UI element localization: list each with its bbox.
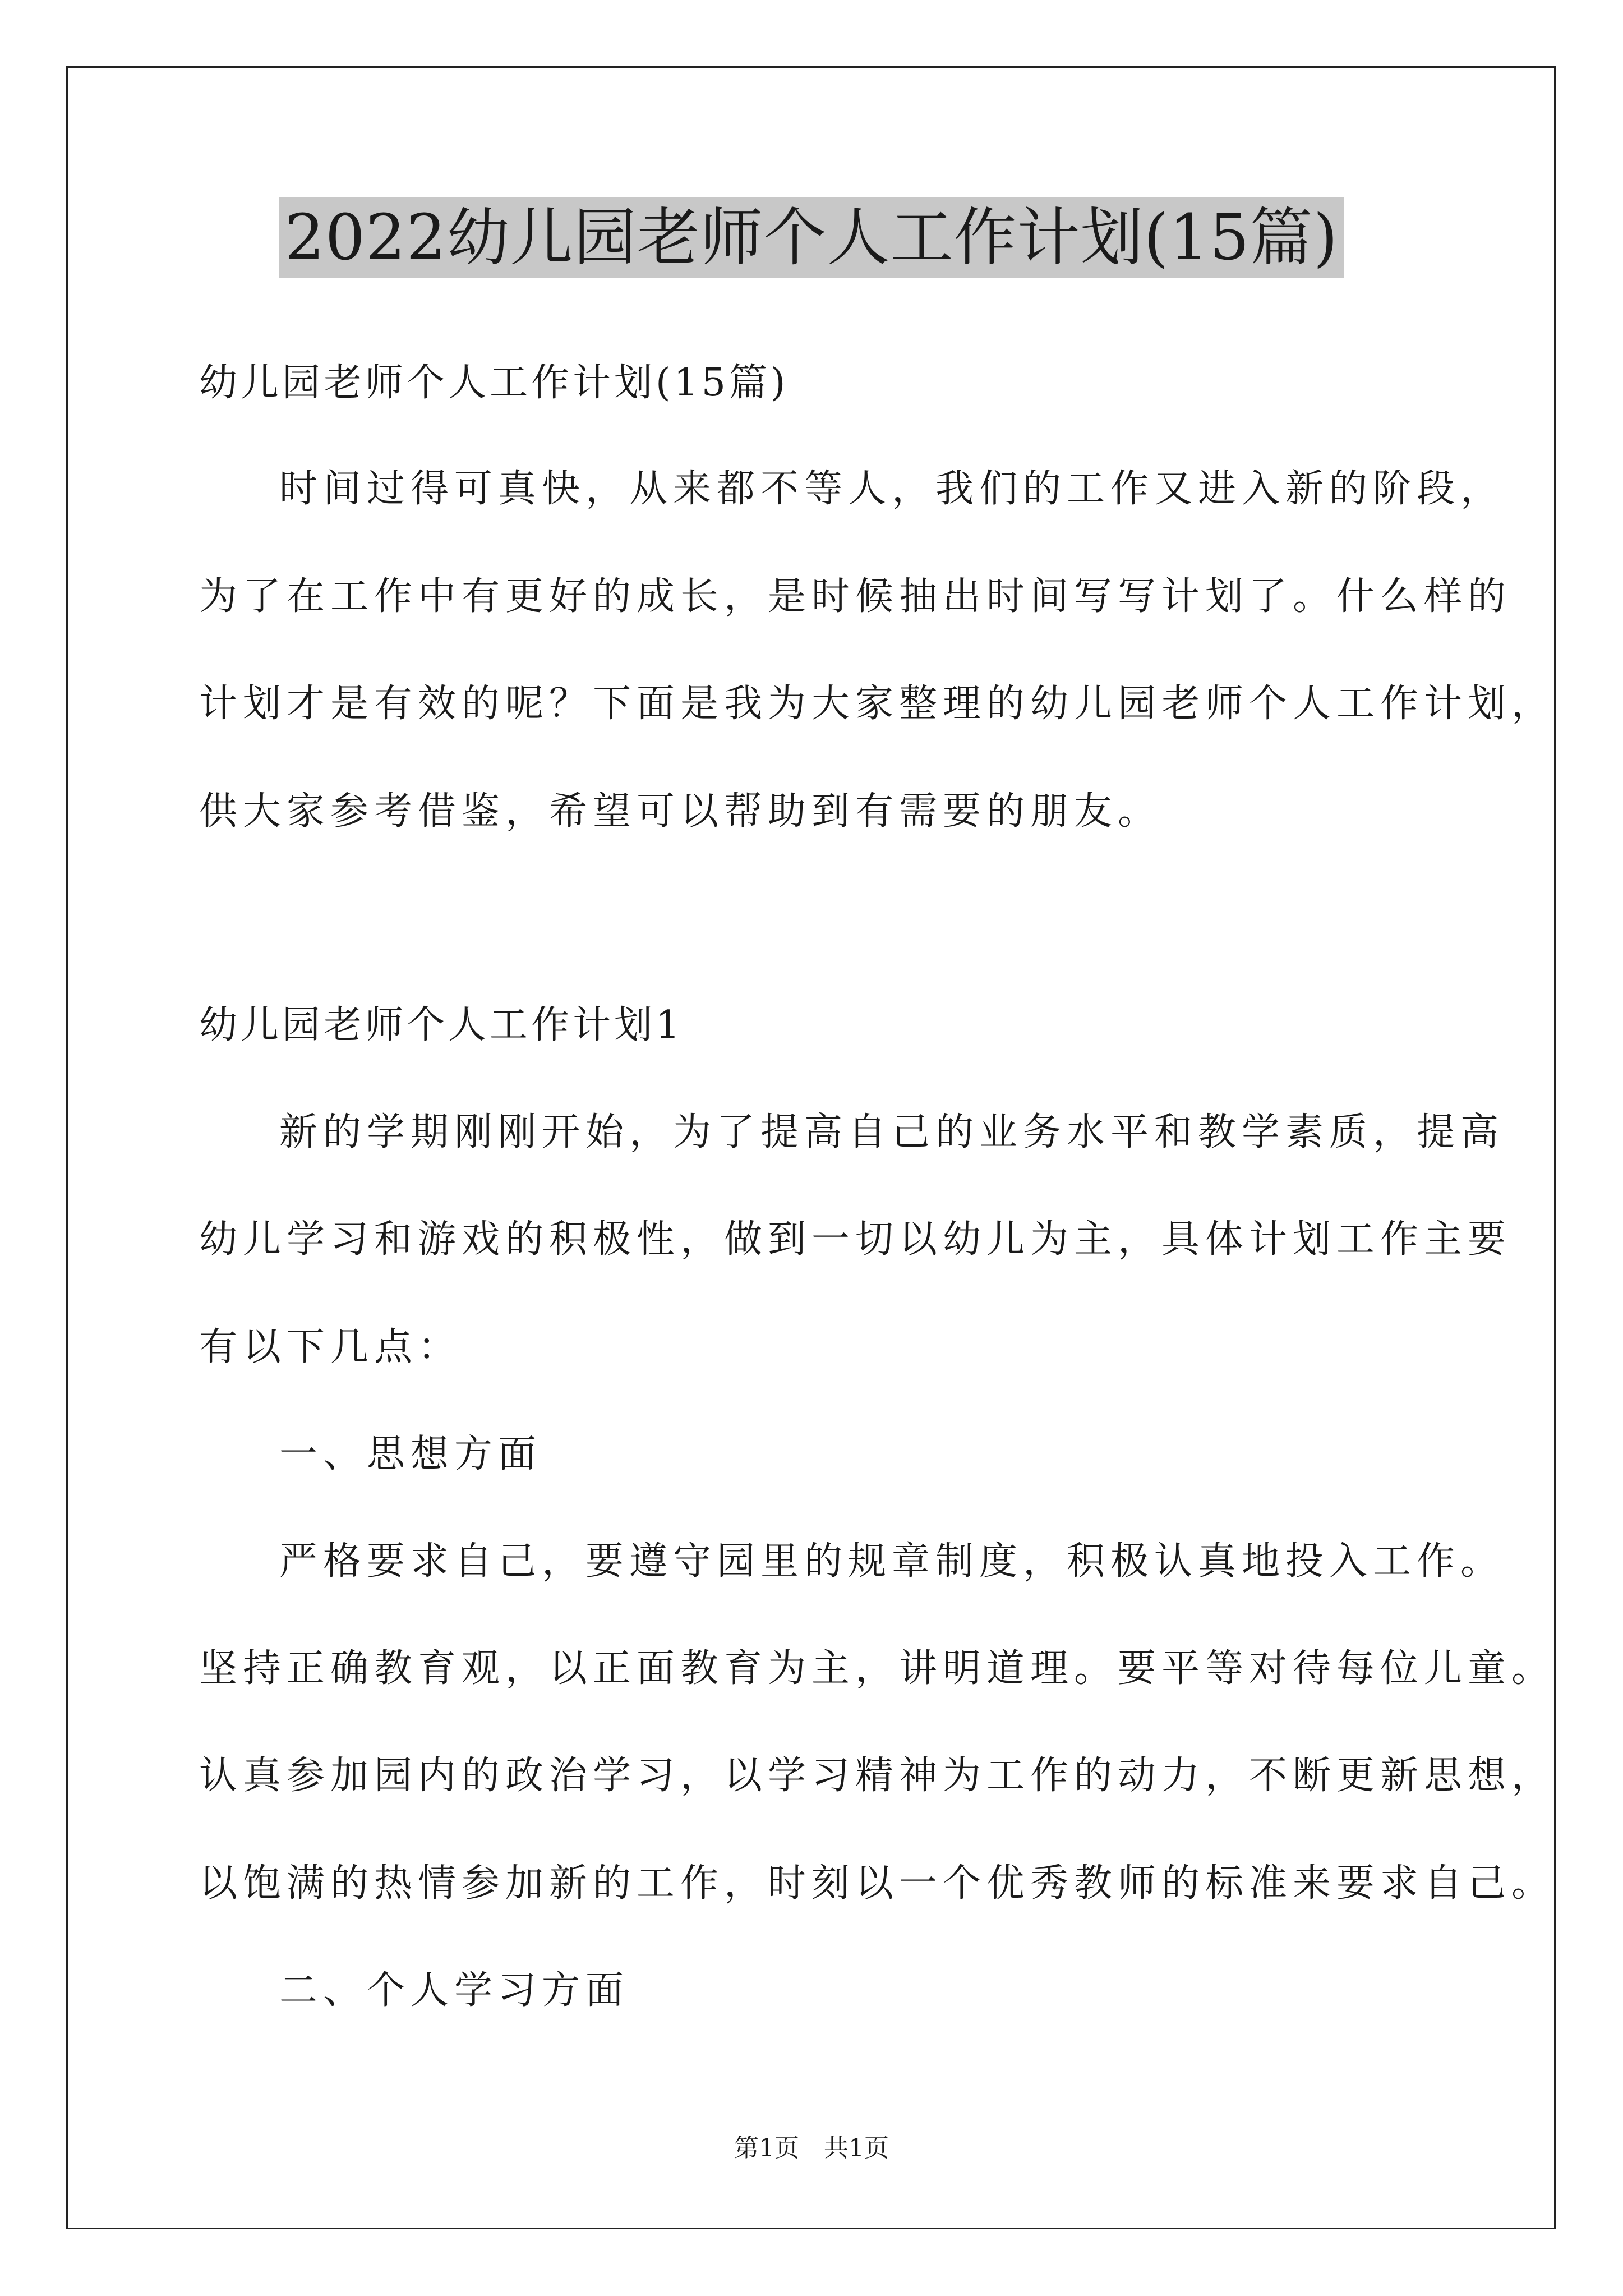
- point-heading: 二、个人学习方面: [279, 1968, 630, 2013]
- intro-line: 供大家参考借鉴，希望可以帮助到有需要的朋友。: [199, 789, 1162, 834]
- section-paragraph-line: 有以下几点：: [199, 1325, 462, 1369]
- point-paragraph-line: 认真参加园内的政治学习，以学习精神为工作的动力，不断更新思想，: [199, 1754, 1556, 1798]
- intro-line: 时间过得可真快，从来都不等人，我们的工作又进入新的阶段，: [279, 467, 1505, 511]
- intro-line: 计划才是有效的呢？下面是我为大家整理的幼儿园老师个人工作计划，: [199, 682, 1556, 726]
- section-heading: 幼儿园老师个人工作计划1: [199, 1003, 684, 1047]
- section-paragraph-line: 新的学期刚刚开始，为了提高自己的业务水平和教学素质，提高: [279, 1110, 1505, 1154]
- title-container: [0, 197, 1623, 278]
- document-title: 2022幼儿园老师个人工作计划(15篇): [279, 197, 1344, 278]
- intro-line: 为了在工作中有更好的成长，是时候抽出时间写写计划了。什么样的: [199, 574, 1512, 619]
- section-paragraph-line: 幼儿学习和游戏的积极性，做到一切以幼儿为主，具体计划工作主要: [199, 1217, 1512, 1262]
- point-heading: 一、思想方面: [279, 1432, 542, 1476]
- page-footer: 第1页 共1页: [734, 2134, 889, 2162]
- point-paragraph-line: 以饱满的热情参加新的工作，时刻以一个优秀教师的标准来要求自己。: [199, 1861, 1556, 1906]
- document-subtitle: 幼儿园老师个人工作计划(15篇): [199, 361, 789, 405]
- point-paragraph-line: 坚持正确教育观，以正面教育为主，讲明道理。要平等对待每位儿童。: [199, 1646, 1556, 1691]
- point-paragraph-line: 严格要求自己，要遵守园里的规章制度，积极认真地投入工作。: [279, 1539, 1505, 1584]
